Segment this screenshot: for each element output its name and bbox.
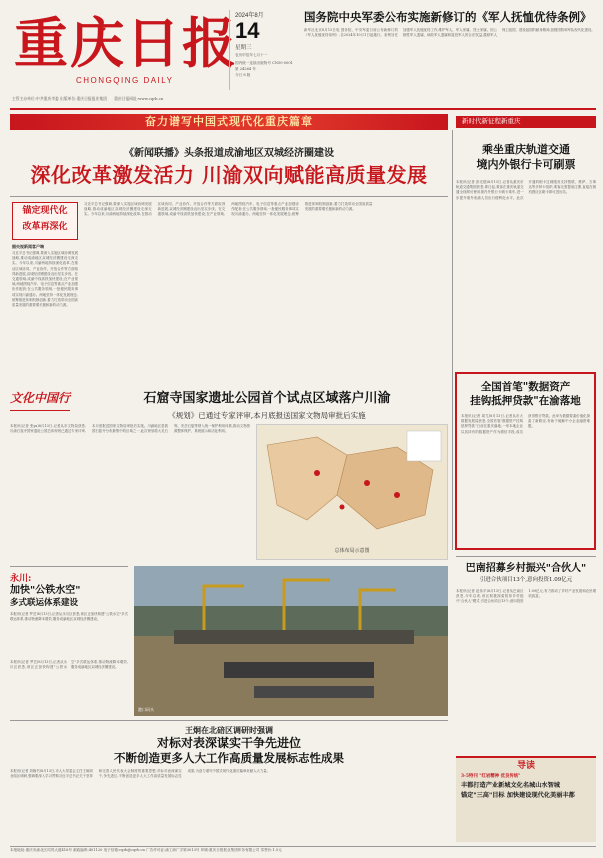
tagline-text: 主管主办单位:中共重庆市委 出版单位:重庆日报报业集团: [12, 96, 107, 101]
culture-subtitle: 《规划》已通过专家评审,本月底报送国家文物局审批后实施: [168, 411, 366, 420]
footer: 本报地址:重庆市渝北区同茂大道416号 邮政编码:401120 电子信箱:cqrb@cqrb.cn 广告许可证:渝工商广字第3013号 印刷:重庆日报报业集团印务有限公司 零售价:1.5元: [10, 848, 282, 852]
yongchuan-body: 本报讯(记者 罗芸)8月13日,记者从永川区获悉,该区正加快构建"公铁水空"多式联运体系,推动物流降本增效,服务成渝地区双城经济圈建设。: [10, 612, 128, 622]
finance-story: [455, 372, 596, 550]
investment-subtitle: 引进合伙项目13个,意向投资1.09亿元: [479, 577, 573, 583]
culture-map: [256, 424, 448, 560]
map-site: [394, 492, 400, 498]
map-legend: [407, 431, 441, 461]
culture-section: [10, 388, 448, 564]
finance-body: 本报讯(记者 周尤)8月13日,记者从市大数据发展局获悉,全国首笔"数据资产挂钩抵押贷款"日前在重庆落地,一家本地企业以其持有的数据资产作为增信手段,成功获得银行贷款。此举为数据要素价值化探索了新路径,有助于破解中小企业融资难题。: [461, 414, 590, 434]
banner: [10, 114, 448, 130]
guide-header: 导读: [516, 760, 535, 770]
lead-divider: [10, 196, 448, 197]
date-weekday: 星期三: [235, 45, 252, 51]
lead-label-line1: 锚定现代化: [22, 206, 68, 216]
masthead-logo: 重庆日报: [14, 11, 238, 75]
rail-body: 本报讯(记者 彭光瑞)8月13日,记者从重庆市轨道交通集团获悉,即日起,乘客在重庆轨道交通全线网可使用境内外银行卡刷卡乘车,进一步提升境外来渝人员出行便利化水平。此次开通的刷卡过闸服务支持银联、维萨、万事达等多种卡组织,乘客无需提前注册,直接在闸机感应区刷卡即可进出站。: [456, 180, 596, 200]
guide-line3[interactable]: 锚定"三高"目标 加快建设现代化美丽丰都: [461, 792, 575, 799]
lead-story: [10, 134, 448, 384]
culture-header: [10, 388, 74, 420]
lead-title[interactable]: 深化改革激发活力 川渝双向赋能高质量发展: [30, 163, 428, 187]
yongchuan-story: [10, 566, 128, 658]
map-site: [364, 480, 370, 486]
masthead-date-box: [229, 10, 297, 90]
feature-kicker: 王炯在北碚区调研时强调: [185, 725, 273, 735]
lead-body-cols: 习近平总书记强调,要深入实施区域协调发展战略,推动成渝地区双城经济圈建设走深走实。今年以来,川渝两地持续深化改革,在推动区域协同、产业协作、开放合作等方面取得新进展,双城经济圈建设迈出坚实步伐。在交通领域,成渝中线高铁加快建设;在产业领域,两地围绕汽车、电子信息等重点产业加强协作配套;在公共服务领域,一批便民服务事项实现川渝通办。两地坚持一体化发展理念,统筹推进体制机制创新,着力打造带动全国高质量发展的重要增长极和新的动力源。: [84, 202, 373, 217]
footer-rule: [10, 846, 596, 847]
investment-title[interactable]: 巴南招募乡村振兴"合伙人": [465, 563, 587, 574]
yongchuan-header: 永川:: [10, 574, 32, 584]
rail-story: [456, 134, 596, 368]
photo-barge: [224, 662, 374, 678]
section-tag: [456, 116, 596, 128]
issue-no: 第 24264 号: [235, 66, 256, 71]
date-day: 14: [235, 18, 260, 43]
investment-story: [456, 556, 596, 752]
guide-line1[interactable]: 3-5特刊 "红岩精神 优良传统": [461, 774, 521, 779]
masthead-tagline: [12, 96, 302, 102]
map-graphic: [257, 425, 447, 545]
finance-title-1[interactable]: 全国首笔"数据资产: [480, 381, 571, 393]
culture-header-text: 文化中国行: [10, 391, 71, 405]
port-photo: [134, 566, 448, 716]
investment-body: 本报讯(记者 赵伟平)8月13日,记者从巴南区获悉,今年以来,该区积极探索招募乡村振兴"合伙人"模式,引进合伙项目13个,意向投资1.09亿元,有力推动了乡村产业发展和农民增收致富。: [456, 589, 596, 604]
issue-info: 国内统一连续出版物号 CN50-0001: [235, 61, 293, 65]
feature-story: [10, 720, 448, 844]
guide-box: [456, 756, 596, 842]
lead-byline: 据央视新闻客户端: [12, 244, 44, 249]
photo-caption: 港口码头: [138, 707, 154, 712]
feature-title-2[interactable]: 不断创造更多人大工作高质量发展标志性成果: [114, 751, 344, 765]
feature-title-1[interactable]: 对标对表深谋实干争先进位: [156, 736, 301, 750]
rail-title-1[interactable]: 乘坐重庆轨道交通: [482, 143, 570, 156]
date-label: 2024年8月: [235, 13, 264, 19]
map-site: [314, 470, 320, 476]
lead-kicker: 《新闻联播》头条报道成渝地区双城经济圈建设: [124, 148, 334, 159]
price-line: 今日 8 版: [235, 72, 251, 77]
lead-label: [12, 202, 78, 240]
photo-dock: [174, 630, 414, 644]
culture-body-left: 本报讯(记者 张ya)8月13日,记者从市文物局获悉,川渝石窟寺国家遗址公园总体规划已通过专家评审,本月底报送国家文物局审批后实施。川渝地区是我国石窟寺分布最集中的区域之一,此次规划将大足石刻、安岳石窟等纳入统一保护利用体系,推动文物资源整体保护、系统展示和活化利用。: [10, 424, 250, 434]
banner-text: 奋力谱写中国式现代化重庆篇章: [145, 115, 313, 128]
finance-title-2[interactable]: 挂钩抵押贷款"在渝落地: [470, 395, 581, 407]
guide-line2[interactable]: 丰都打造产业新城文化名城山水智城: [461, 782, 560, 789]
masthead-rule: [10, 108, 596, 110]
lead-body-col1: 习近平总书记强调,要深入实施区域协调发展战略,推动成渝地区双城经济圈建设走深走实。今年以来,川渝两地持续深化改革,在推动区域协同、产业协作、开放合作等方面取得新进展,双城经济圈建设迈出坚实步伐。在交通领域,成渝中线高铁加快建设;在产业领域,两地围绕汽车、电子信息等重点产业加强协作配套;在公共服务领域,一批便民服务事项实现川渝通办。两地坚持一体化发展理念,统筹推进体制机制创新,着力打造带动全国高质量发展的重要增长极和新的动力源。: [12, 251, 78, 308]
map-site: [340, 505, 345, 510]
culture-header-rule: [10, 410, 70, 411]
date-lunar: 农历甲辰年七月十一: [235, 53, 268, 57]
lead-label-line2: 改革再深化: [22, 222, 68, 232]
map-caption: 总体布局示意图: [334, 548, 370, 554]
photo-graphic: [134, 566, 448, 716]
left-bottom-text: 本报讯(记者 罗芸)8月13日,记者从永川区获悉,该区正加快构建"公铁水空"多式联运体系,推动物流降本增效,服务成渝地区双城经济圈建设。: [10, 660, 128, 670]
yongchuan-title-1[interactable]: 加快"公铁水空": [10, 585, 81, 596]
masthead-pinyin: CHONGQING DAILY: [76, 76, 174, 85]
top-story-body: 新华社北京8月13日电 国务院、中央军委日前公布新修订的《军人抚恤优待条例》,自2024年10月1日起施行。条例旨在加强军人抚恤优待工作,维护军人、军人家属、烈士家属、因公牺牲军人遗属、病故军人遗属和退役军人的合法权益,激励军人保卫祖国、建设祖国的献身精神,加强国防和军队现代化建设。: [304, 28, 595, 38]
website-text: 重庆日报网址:www.cqrb.cn: [114, 96, 164, 101]
photo-barge: [254, 686, 374, 698]
rail-title-2[interactable]: 境内外银行卡可刷票: [476, 158, 576, 171]
yongchuan-title-2[interactable]: 多式联运体系建设: [10, 598, 79, 608]
feature-body: 本报讯(记者 刘翰书)8月13日,市人大常委会主任王炯到北碚区调研,强调要深入学习贯彻习近平总书记关于坚持和完善人民代表大会制度的重要思想,对标对表深谋实干,争先进位,不断创造更多人大工作高质量发展标志性成果,为奋力谱写中国式现代化重庆篇章贡献人大力量。: [10, 769, 271, 779]
top-story-title[interactable]: 国务院中央军委公布实施新修订的《军人抚恤优待条例》: [304, 10, 592, 24]
culture-kicker[interactable]: 石窟寺国家遗址公园首个试点区域落户川渝: [143, 391, 391, 406]
right-col-divider: [452, 130, 453, 550]
section-tag-text: 新时代新征程新重庆: [462, 118, 521, 125]
map-region-west: [267, 437, 347, 520]
top-story: [304, 10, 596, 110]
